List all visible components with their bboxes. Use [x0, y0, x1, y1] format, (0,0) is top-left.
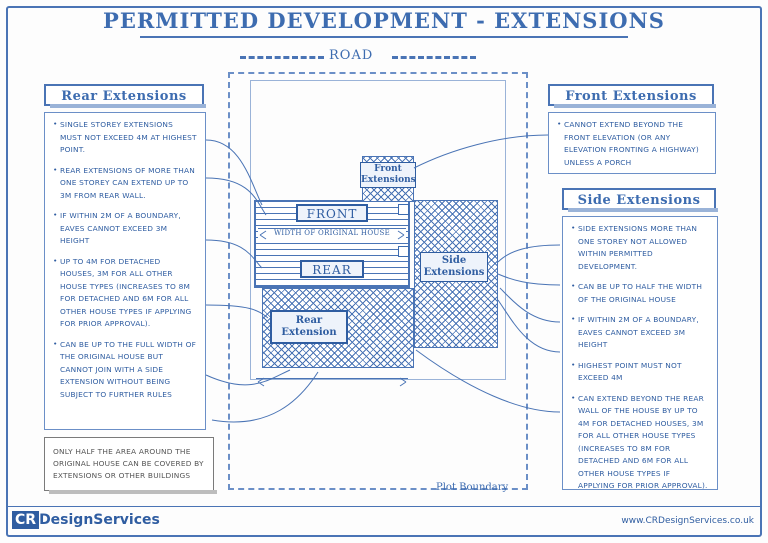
- list-item: • REAR EXTENSIONS OF MORE THAN ONE STOREY CAN EXTEND UP TO 3M FROM REAR WALL.: [53, 165, 197, 203]
- panel-head-side: Side Extensions: [562, 188, 716, 210]
- footer-url: www.CRDesignServices.co.uk: [621, 516, 754, 526]
- list-item: • CAN EXTEND BEYOND THE REAR WALL OF THE HOUSE BY UP TO 4M FOR DETACHED HOUSES, 3M FOR ALL OTHER HOUSE TYPES (INCREASES TO 8M FOR DETACHED AND 6M FOR ALL OTHER HOUSE TYPES IF APPLYING FOR PRIOR APPROVAL).: [571, 393, 709, 493]
- panel-front-extensions: [548, 112, 716, 174]
- rear-extension-label: Rear Extension: [270, 310, 348, 344]
- panel-head-rear: Rear Extensions: [44, 84, 204, 106]
- house-front-label: FRONT: [296, 204, 368, 222]
- note-box-coverage: [44, 437, 214, 491]
- panel-side-bullets: [563, 217, 717, 507]
- list-item: • IF WITHIN 2M OF A BOUNDARY, EAVES CANNOT EXCEED 3M HEIGHT: [571, 314, 709, 352]
- front-extension-label: Front Extensions: [360, 162, 416, 188]
- road-label: ROAD: [329, 48, 374, 63]
- side-extension-label: Side Extensions: [420, 252, 488, 282]
- panel-front-bullets: [549, 113, 715, 183]
- road-dash-right: [392, 56, 476, 59]
- list-item: • CAN BE UP TO THE FULL WIDTH OF THE ORIGINAL HOUSE BUT CANNOT JOIN WITH A SIDE EXTENSION WITHOUT BEING SUBJECT TO FURTHER RULES: [53, 339, 197, 402]
- list-item: • CAN BE UP TO HALF THE WIDTH OF THE ORIGINAL HOUSE: [571, 281, 709, 306]
- list-item: • UP TO 4M FOR DETACHED HOUSES, 3M FOR ALL OTHER HOUSE TYPES (INCREASES TO 8M FOR DETACHED AND 6M FOR ALL OTHER HOUSE TYPES IF APPLYING FOR PRIOR APPROVAL).: [53, 256, 197, 331]
- logo: [12, 512, 160, 528]
- list-item: • SIDE EXTENSIONS MORE THAN ONE STOREY NOT ALLOWED WITHIN PERMITTED DEVELOPMENT.: [571, 223, 709, 273]
- corner-marker-right: [398, 204, 409, 215]
- road-dash-left: [240, 56, 324, 59]
- logo-text: DesignServices: [39, 512, 160, 528]
- plot-boundary-label: Plot Boundary: [436, 482, 509, 493]
- corner-marker-right-lower: [398, 246, 409, 257]
- panel-rear-extensions: [44, 112, 206, 430]
- list-item: • IF WITHIN 2M OF A BOUNDARY, EAVES CANNOT EXCEED 3M HEIGHT: [53, 210, 197, 248]
- panel-rear-bullets: [45, 113, 205, 415]
- list-item: • HIGHEST POINT MUST NOT EXCEED 4M: [571, 360, 709, 385]
- rear-width-dimension: [256, 378, 408, 388]
- title-underline: [140, 36, 628, 38]
- list-item: • SINGLE STOREY EXTENSIONS MUST NOT EXCEED 4M AT HIGHEST POINT.: [53, 119, 197, 157]
- note-text: ONLY HALF THE AREA AROUND THE ORIGINAL HOUSE CAN BE COVERED BY EXTENSIONS OR OTHER BUILDINGS: [53, 447, 204, 480]
- panel-side-extensions: [562, 216, 718, 490]
- page-title: PERMITTED DEVELOPMENT - EXTENSIONS: [103, 8, 665, 33]
- width-dimension-label: WIDTH OF ORIGINAL HOUSE: [273, 229, 391, 237]
- house-rear-label: REAR: [300, 260, 364, 278]
- logo-mark: CR: [12, 511, 39, 529]
- list-item: • CANNOT EXTEND BEYOND THE FRONT ELEVATION (OR ANY ELEVATION FRONTING A HIGHWAY) UNLESS A PORCH: [557, 119, 707, 169]
- panel-head-front: Front Extensions: [548, 84, 714, 106]
